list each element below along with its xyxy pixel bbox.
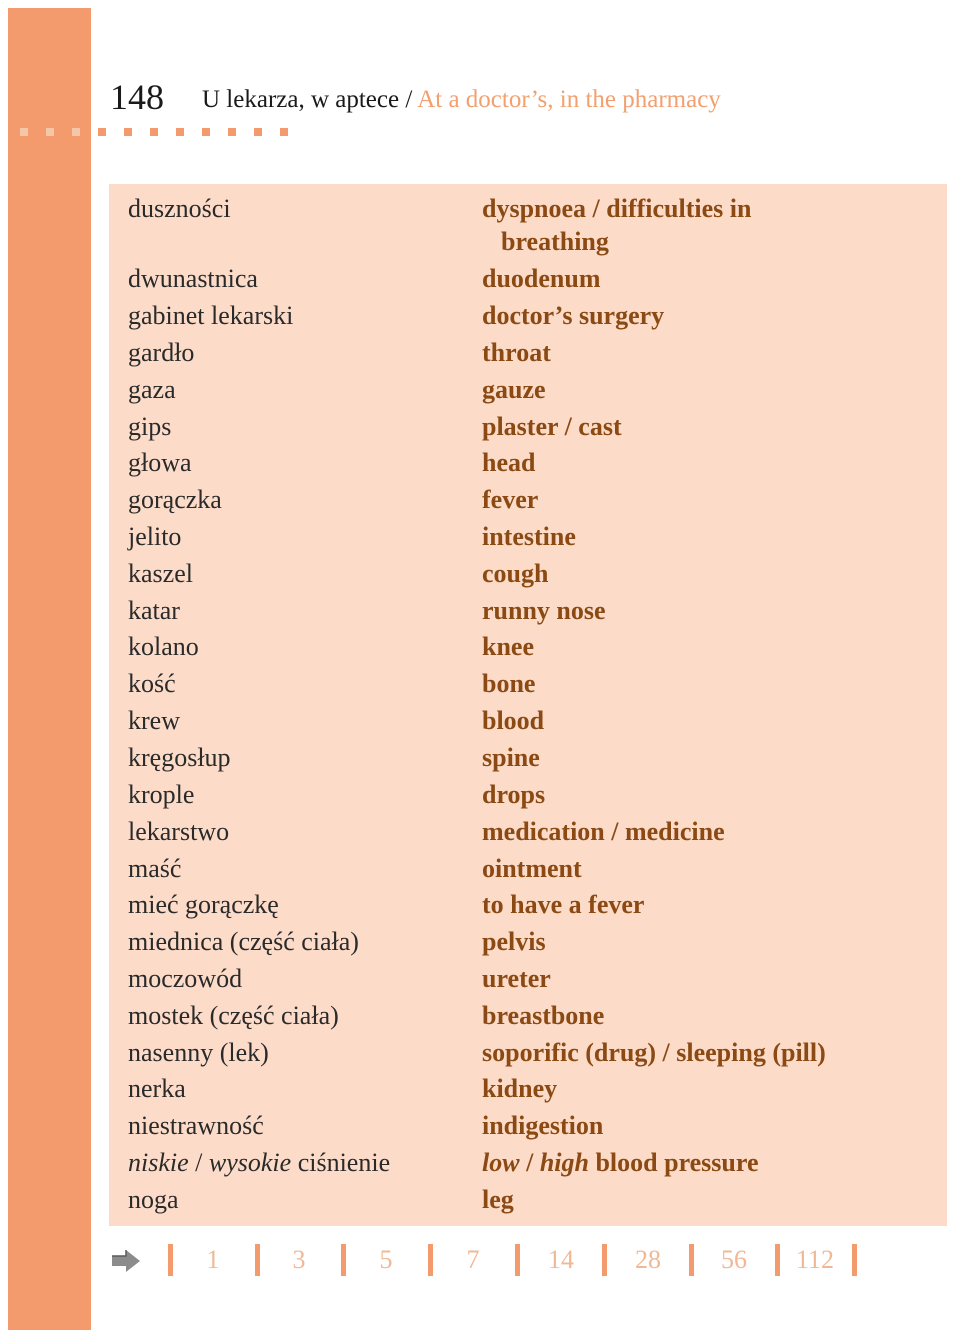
dot: [46, 128, 54, 136]
term-pl: głowa: [128, 448, 192, 477]
term-pl: krew: [128, 706, 180, 735]
term-pl: mostek (część ciała): [128, 1001, 339, 1030]
decorative-dots: [20, 128, 288, 136]
nav-separator: [255, 1244, 260, 1276]
dot: [150, 128, 158, 136]
nav-link-1[interactable]: 1: [206, 1245, 220, 1274]
nav-link-14[interactable]: 14: [548, 1245, 574, 1274]
term-pl: dwunastnica: [128, 264, 258, 293]
dot: [72, 128, 80, 136]
side-color-bar: [8, 8, 91, 1330]
dot: [176, 128, 184, 136]
term-en: medication / medicine: [482, 817, 725, 846]
nav-link-56[interactable]: 56: [721, 1245, 747, 1274]
term-en: dyspnoea / difficulties in: [482, 194, 752, 223]
chapter-title: [202, 86, 721, 114]
dot: [20, 128, 28, 136]
dot: [254, 128, 262, 136]
term-en: breastbone: [482, 1001, 605, 1030]
term-pl: maść: [128, 854, 182, 883]
term-en: plaster / cast: [482, 412, 622, 441]
term-en: soporific (drug) / sleeping (pill): [482, 1038, 826, 1067]
term-pl: niestrawność: [128, 1111, 264, 1140]
term-pl: noga: [128, 1185, 179, 1214]
term-en: pelvis: [482, 927, 546, 956]
nav-link-112[interactable]: 112: [795, 1245, 835, 1274]
term-pl: duszności: [128, 194, 231, 223]
term-pl: gips: [128, 412, 172, 441]
term-pl: kaszel: [128, 559, 193, 588]
chapter-title-pl: U lekarza, w aptece: [202, 86, 400, 113]
nav-separator: [428, 1244, 433, 1276]
term-pl: mieć gorączkę: [128, 890, 279, 919]
term-en: to have a fever: [482, 890, 645, 919]
term-en: spine: [482, 743, 540, 772]
arrow-right-icon: [110, 1248, 142, 1274]
term-pl-separator: /: [188, 1148, 209, 1177]
page-number: 148: [110, 77, 164, 117]
term-en: drops: [482, 780, 546, 809]
dot: [228, 128, 236, 136]
term-pl-italic: wysokie: [208, 1148, 292, 1177]
nav-separator: [689, 1244, 694, 1276]
term-en: intestine: [482, 522, 576, 551]
nav-link-7[interactable]: 7: [466, 1245, 480, 1274]
nav-separator: [775, 1244, 780, 1276]
nav-separator: [602, 1244, 607, 1276]
term-en-rest: blood pressure: [588, 1148, 759, 1177]
term-pl: katar: [128, 596, 180, 625]
dot: [124, 128, 132, 136]
chapter-title-en: At a doctor’s, in the pharmacy: [417, 86, 721, 113]
nav-separator: [341, 1244, 346, 1276]
term-en: cough: [482, 559, 549, 588]
term-pl: jelito: [128, 522, 182, 551]
term-en: indigestion: [482, 1111, 604, 1140]
chapter-navigation: [110, 1240, 870, 1284]
term-pl: kręgosłup: [128, 743, 231, 772]
term-pl: miednica (część ciała): [128, 927, 359, 956]
term-en: blood: [482, 706, 545, 735]
term-en: leg: [482, 1185, 514, 1214]
term-en: fever: [482, 485, 539, 514]
dot: [202, 128, 210, 136]
term-en: throat: [482, 338, 551, 367]
term-en: ureter: [482, 964, 551, 993]
term-pl: kolano: [128, 632, 199, 661]
term-pl: nasenny (lek): [128, 1038, 269, 1067]
term-en: gauze: [482, 375, 546, 404]
term-pl: nerka: [128, 1074, 186, 1103]
nav-link-5[interactable]: 5: [379, 1245, 393, 1274]
term-en: ointment: [482, 854, 582, 883]
term-pl: gorączka: [128, 485, 222, 514]
term-pl: lekarstwo: [128, 817, 230, 846]
dot: [280, 128, 288, 136]
term-pl: kość: [128, 669, 176, 698]
term-pl: [128, 1146, 390, 1180]
title-separator: /: [399, 86, 418, 113]
term-en: bone: [482, 669, 536, 698]
term-pl: gabinet lekarski: [128, 301, 294, 330]
nav-link-28[interactable]: 28: [635, 1245, 661, 1274]
term-en-italic: high: [539, 1148, 589, 1177]
nav-separator: [852, 1244, 857, 1276]
term-en: head: [482, 448, 536, 477]
term-en: [482, 1146, 759, 1180]
term-en-italic: low: [482, 1148, 520, 1177]
term-pl-italic: niskie: [128, 1148, 189, 1177]
term-en: duodenum: [482, 264, 601, 293]
term-en: doctor’s surgery: [482, 301, 665, 330]
term-en-continued: breathing: [501, 227, 609, 256]
nav-separator: [168, 1244, 173, 1276]
nav-separator: [515, 1244, 520, 1276]
nav-link-3[interactable]: 3: [292, 1245, 306, 1274]
term-pl: moczowód: [128, 964, 243, 993]
dot: [98, 128, 106, 136]
term-pl: krople: [128, 780, 195, 809]
term-pl: gardło: [128, 338, 195, 367]
term-en-separator: /: [519, 1148, 540, 1177]
term-pl-rest: ciśnienie: [291, 1148, 391, 1177]
term-en: kidney: [482, 1074, 558, 1103]
term-en: runny nose: [482, 596, 606, 625]
term-pl: gaza: [128, 375, 176, 404]
term-en: knee: [482, 632, 534, 661]
